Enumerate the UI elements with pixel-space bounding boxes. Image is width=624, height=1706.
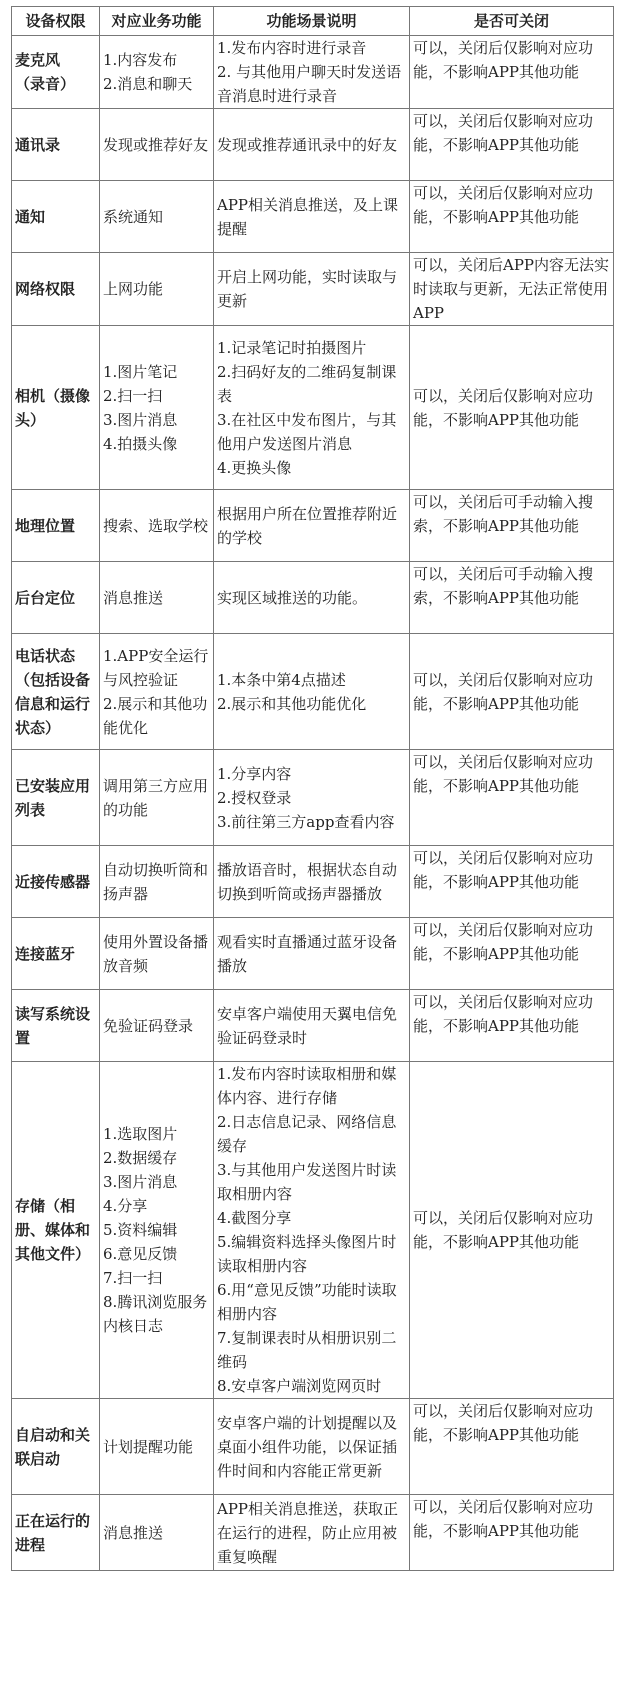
permission-cell (12, 846, 100, 918)
scenario-cell-line: 5.编辑资料选择头像图片时读取相册内容 (217, 1233, 397, 1275)
table-row (12, 634, 614, 750)
permission-cell (12, 181, 100, 253)
permission-cell-line: （录音） (15, 75, 76, 93)
function-cell-line: 2.扫一扫 (103, 386, 163, 405)
scenario-cell-line: 7.复制课表时从相册识别二维码 (217, 1329, 397, 1371)
scenario-cell (214, 253, 410, 326)
function-cell (100, 490, 214, 562)
closable-cell: 可以，关闭后仅影响对应功能，不影响APP其他功能 (410, 109, 614, 181)
permission-cell (12, 490, 100, 562)
scenario-cell-line: 3.与其他用户发送图片时读取相册内容 (217, 1161, 397, 1203)
table-row (12, 109, 614, 181)
scenario-cell-line: 1.发布内容时读取相册和媒体内容、进行存储 (217, 1065, 397, 1107)
function-cell (100, 326, 214, 490)
permission-cell-line: 读写系统设置 (15, 1004, 91, 1047)
function-cell (100, 36, 214, 109)
scenario-cell-line: 根据用户所在位置推荐附近的学校 (217, 504, 398, 547)
scenario-cell-line: 1.分享内容 (217, 764, 292, 783)
scenario-cell (214, 846, 410, 918)
scenario-cell (214, 181, 410, 253)
scenario-cell-line: APP相关消息推送，及上课提醒 (217, 195, 399, 238)
scenario-cell-line: 安卓客户端使用天翼电信免验证码登录时 (217, 1004, 398, 1047)
scenario-cell-line: 1.发布内容时进行录音 (217, 39, 367, 57)
scenario-cell-line: 1.记录笔记时拍摄图片 (217, 338, 367, 357)
scenario-cell (214, 1399, 410, 1495)
function-cell (100, 562, 214, 634)
closable-cell: 可以，关闭后可手动输入搜索，不影响APP其他功能 (410, 562, 614, 634)
header-scenarios: 功能场景说明 (214, 7, 410, 36)
function-cell (100, 253, 214, 326)
function-cell (100, 750, 214, 846)
header-permission: 设备权限 (12, 7, 100, 36)
scenario-cell (214, 990, 410, 1062)
closable-cell: 可以，关闭后仅影响对应功能，不影响APP其他功能 (410, 181, 614, 253)
permission-cell (12, 109, 100, 181)
table-row (12, 181, 614, 253)
scenario-cell-line: 3.前往第三方app查看内容 (217, 812, 395, 831)
scenario-cell (214, 634, 410, 750)
function-cell-line: 1.内容发布 (103, 51, 178, 69)
scenario-cell (214, 326, 410, 490)
scenario-cell-line: 8.安卓客户端浏览网页时 (217, 1377, 382, 1395)
table-row (12, 326, 614, 490)
function-cell-line: 免验证码登录 (103, 1016, 194, 1035)
scenario-cell-line: 安卓客户端的计划提醒以及桌面小组件功能，以保证插件时间和内容能正常更新 (217, 1413, 398, 1480)
permission-cell (12, 1399, 100, 1495)
function-cell-line: 8.腾讯浏览服务内核日志 (103, 1293, 208, 1335)
function-cell-line: 5.资料编辑 (103, 1221, 178, 1239)
function-cell-line: 发现或推荐好友 (103, 135, 209, 154)
scenario-cell-line: 6.用“意见反馈”功能时读取相册内容 (217, 1281, 397, 1323)
permission-cell-line: 地理位置 (15, 516, 76, 535)
permission-cell-line: 相机（摄像头） (15, 386, 91, 429)
closable-cell: 可以，关闭后可手动输入搜索，不影响APP其他功能 (410, 490, 614, 562)
table-row (12, 846, 614, 918)
table-row (12, 918, 614, 990)
scenario-cell (214, 1495, 410, 1571)
permission-cell (12, 562, 100, 634)
permission-cell (12, 326, 100, 490)
closable-cell: 可以，关闭后仅影响对应功能，不影响APP其他功能 (410, 990, 614, 1062)
function-cell-line: 2.数据缓存 (103, 1149, 178, 1167)
function-cell-line: 4.拍摄头像 (103, 434, 178, 453)
permission-cell (12, 990, 100, 1062)
closable-cell: 可以，关闭后仅影响对应功能，不影响APP其他功能 (410, 1399, 614, 1495)
permission-cell-line: 通知 (15, 207, 46, 226)
function-cell-line: 4.分享 (103, 1197, 148, 1215)
function-cell-line: 6.意见反馈 (103, 1245, 178, 1263)
function-cell-line: 系统通知 (103, 207, 164, 226)
function-cell-line: 计划提醒功能 (103, 1437, 194, 1456)
closable-cell: 可以，关闭后仅影响对应功能，不影响APP其他功能 (410, 326, 614, 490)
scenario-cell-line: 发现或推荐通讯录中的好友 (217, 135, 398, 154)
scenario-cell-line: 2.展示和其他功能优化 (217, 694, 367, 713)
header-functions: 对应业务功能 (100, 7, 214, 36)
function-cell-line: 搜索、选取学校 (103, 516, 209, 535)
scenario-cell (214, 36, 410, 109)
scenario-cell-line: 观看实时直播通过蓝牙设备播放 (217, 932, 398, 975)
permissions-table (11, 6, 614, 1571)
scenario-cell (214, 750, 410, 846)
scenario-cell-line: 3.在社区中发布图片，与其他用户发送图片消息 (217, 410, 397, 453)
closable-cell: 可以，关闭后仅影响对应功能，不影响APP其他功能 (410, 1495, 614, 1571)
header-row (12, 7, 614, 36)
function-cell (100, 181, 214, 253)
function-cell-line: 1.选取图片 (103, 1125, 178, 1143)
permission-cell (12, 1495, 100, 1571)
function-cell-line: 1.APP安全运行与风控验证 (103, 646, 209, 689)
permission-cell-line: 已安装应用列表 (15, 776, 91, 819)
table-row (12, 562, 614, 634)
closable-cell: 可以，关闭后仅影响对应功能，不影响APP其他功能 (410, 846, 614, 918)
function-cell-line: 2.展示和其他功能优化 (103, 694, 208, 737)
permission-cell-line: 自启动和关联启动 (15, 1425, 91, 1468)
scenario-cell-line: 2.授权登录 (217, 788, 292, 807)
table-row (12, 1062, 614, 1399)
table-body (12, 36, 614, 1571)
scenario-cell (214, 918, 410, 990)
closable-cell: 可以，关闭后仅影响对应功能，不影响APP其他功能 (410, 750, 614, 846)
scenario-cell-line: APP相关消息推送，获取正在运行的进程，防止应用被重复唤醒 (217, 1499, 399, 1566)
table-row (12, 750, 614, 846)
function-cell (100, 1399, 214, 1495)
scenario-cell-line: 1.本条中第4点描述 (217, 670, 346, 689)
scenario-cell-line: 开启上网功能，实时读取与更新 (217, 268, 398, 310)
table-row (12, 253, 614, 326)
scenario-cell-line: 2.日志信息记录、网络信息缓存 (217, 1113, 397, 1155)
permission-cell-line: 麦克风 (15, 51, 61, 69)
scenario-cell-line: 4.更换头像 (217, 458, 292, 477)
function-cell-line: 自动切换听筒和扬声器 (103, 860, 209, 903)
function-cell (100, 1062, 214, 1399)
permission-cell (12, 253, 100, 326)
function-cell (100, 990, 214, 1062)
permission-cell (12, 918, 100, 990)
header-closable: 是否可关闭 (410, 7, 614, 36)
permission-cell (12, 1062, 100, 1399)
scenario-cell-line: 4.截图分享 (217, 1209, 292, 1227)
scenario-cell (214, 1062, 410, 1399)
permission-cell-line: 后台定位 (15, 588, 76, 607)
permission-cell-line: 近接传感器 (15, 872, 91, 891)
table-row (12, 1399, 614, 1495)
function-cell-line: 3.图片消息 (103, 410, 178, 429)
function-cell (100, 918, 214, 990)
table-row (12, 1495, 614, 1571)
function-cell-line: 使用外置设备播放音频 (103, 932, 209, 975)
function-cell-line: 3.图片消息 (103, 1173, 178, 1191)
function-cell (100, 846, 214, 918)
closable-cell: 可以，关闭后仅影响对应功能，不影响APP其他功能 (410, 1062, 614, 1399)
permission-cell-line: 连接蓝牙 (15, 944, 76, 963)
permission-cell-line: 网络权限 (15, 280, 76, 298)
permission-cell (12, 750, 100, 846)
permission-cell-line: 电话状态（包括设备信息和运行状态） (15, 646, 91, 737)
function-cell-line: 消息推送 (103, 588, 164, 607)
function-cell (100, 634, 214, 750)
permission-cell-line: 正在运行的进程 (15, 1511, 91, 1554)
function-cell (100, 1495, 214, 1571)
scenario-cell (214, 562, 410, 634)
function-cell-line: 7.扫一扫 (103, 1269, 163, 1287)
function-cell-line: 调用第三方应用的功能 (103, 776, 209, 819)
scenario-cell-line: 2.扫码好友的二维码复制课表 (217, 362, 397, 405)
closable-cell: 可以，关闭后仅影响对应功能，不影响APP其他功能 (410, 918, 614, 990)
table-row (12, 490, 614, 562)
permission-cell-line: 存储（相册、媒体和其他文件） (15, 1197, 91, 1263)
function-cell (100, 109, 214, 181)
function-cell-line: 上网功能 (103, 280, 164, 298)
table-row (12, 990, 614, 1062)
scenario-cell (214, 109, 410, 181)
scenario-cell-line: 实现区域推送的功能。 (217, 588, 368, 607)
permission-cell-line: 通讯录 (15, 135, 61, 154)
function-cell-line: 2.消息和聊天 (103, 75, 193, 93)
permission-cell (12, 36, 100, 109)
function-cell-line: 消息推送 (103, 1523, 164, 1542)
scenario-cell (214, 490, 410, 562)
closable-cell: 可以，关闭后仅影响对应功能，不影响APP其他功能 (410, 634, 614, 750)
closable-cell: 可以，关闭后APP内容无法实时读取与更新，无法正常使用APP (410, 253, 614, 326)
scenario-cell-line: 播放语音时，根据状态自动切换到听筒或扬声器播放 (217, 860, 398, 903)
table-row (12, 36, 614, 109)
scenario-cell-line: 2. 与其他用户聊天时发送语音消息时进行录音 (217, 63, 402, 105)
closable-cell: 可以，关闭后仅影响对应功能，不影响APP其他功能 (410, 36, 614, 109)
function-cell-line: 1.图片笔记 (103, 362, 178, 381)
permission-cell (12, 634, 100, 750)
